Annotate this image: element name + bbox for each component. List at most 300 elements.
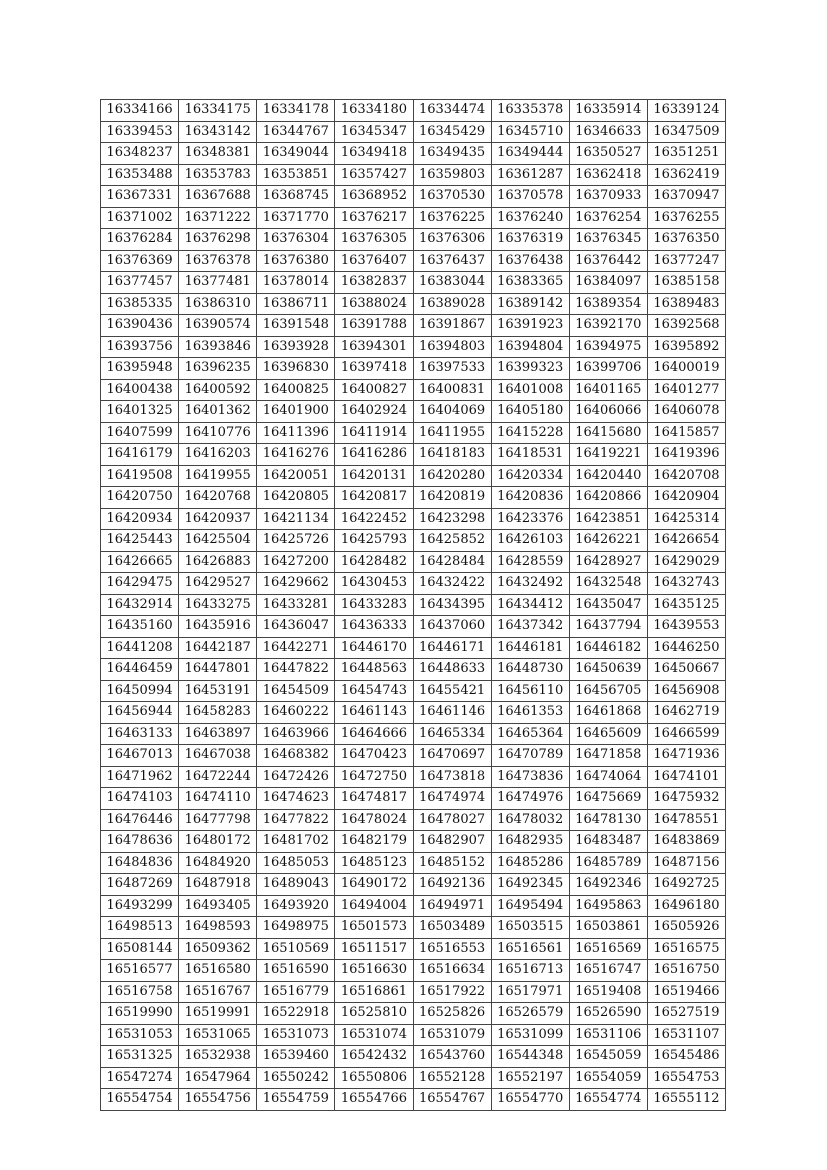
table-cell: 16391548 [257, 315, 335, 337]
table-row [101, 616, 726, 638]
table-cell: 16516580 [179, 960, 257, 982]
table-cell: 16350527 [569, 143, 647, 165]
table-cell: 16531325 [101, 1046, 179, 1068]
table-cell: 16416179 [101, 444, 179, 466]
table-cell: 16542432 [335, 1046, 413, 1068]
table-row [101, 895, 726, 917]
table-row [101, 315, 726, 337]
table-cell: 16420768 [179, 487, 257, 509]
table-cell: 16496180 [647, 895, 725, 917]
table-cell: 16493405 [179, 895, 257, 917]
table-cell: 16433275 [179, 594, 257, 616]
table-cell: 16418183 [413, 444, 491, 466]
table-cell: 16399706 [569, 358, 647, 380]
table-cell: 16410776 [179, 422, 257, 444]
table-cell: 16435047 [569, 594, 647, 616]
table-cell: 16426665 [101, 551, 179, 573]
table-cell: 16555112 [647, 1089, 725, 1111]
table-cell: 16377481 [179, 272, 257, 294]
table-cell: 16516861 [335, 981, 413, 1003]
table-cell: 16384097 [569, 272, 647, 294]
table-cell: 16353851 [257, 164, 335, 186]
table-row [101, 487, 726, 509]
table-cell: 16516634 [413, 960, 491, 982]
table-row [101, 680, 726, 702]
table-cell: 16478032 [491, 809, 569, 831]
table-row [101, 637, 726, 659]
table-cell: 16478551 [647, 809, 725, 831]
table-cell: 16420819 [413, 487, 491, 509]
table-cell: 16420750 [101, 487, 179, 509]
table-cell: 16404069 [413, 401, 491, 423]
table-cell: 16432914 [101, 594, 179, 616]
table-cell: 16552197 [491, 1067, 569, 1089]
table-row [101, 444, 726, 466]
table-cell: 16407599 [101, 422, 179, 444]
table-cell: 16419508 [101, 465, 179, 487]
table-cell: 16482179 [335, 831, 413, 853]
table-cell: 16419396 [647, 444, 725, 466]
table-cell: 16428559 [491, 551, 569, 573]
table-cell: 16411396 [257, 422, 335, 444]
table-cell: 16471936 [647, 745, 725, 767]
table-row [101, 702, 726, 724]
table-cell: 16477822 [257, 809, 335, 831]
table-cell: 16370933 [569, 186, 647, 208]
table-cell: 16441208 [101, 637, 179, 659]
table-cell: 16394301 [335, 336, 413, 358]
table-row [101, 723, 726, 745]
table-cell: 16376305 [335, 229, 413, 251]
table-cell: 16470697 [413, 745, 491, 767]
table-cell: 16554766 [335, 1089, 413, 1111]
table-cell: 16453191 [179, 680, 257, 702]
table-cell: 16474817 [335, 788, 413, 810]
table-cell: 16492136 [413, 874, 491, 896]
table-cell: 16554770 [491, 1089, 569, 1111]
table-row [101, 379, 726, 401]
table-cell: 16376254 [569, 207, 647, 229]
table-cell: 16461868 [569, 702, 647, 724]
table-cell: 16437794 [569, 616, 647, 638]
table-cell: 16376437 [413, 250, 491, 272]
table-cell: 16516758 [101, 981, 179, 1003]
table-row [101, 831, 726, 853]
table-cell: 16428927 [569, 551, 647, 573]
table-cell: 16401277 [647, 379, 725, 401]
table-cell: 16411914 [335, 422, 413, 444]
table-cell: 16474110 [179, 788, 257, 810]
table-cell: 16460222 [257, 702, 335, 724]
table-cell: 16554753 [647, 1067, 725, 1089]
table-cell: 16474103 [101, 788, 179, 810]
table-cell: 16335914 [569, 100, 647, 122]
table-cell: 16446182 [569, 637, 647, 659]
table-cell: 16401008 [491, 379, 569, 401]
table-cell: 16426883 [179, 551, 257, 573]
id-number-table [100, 99, 726, 1111]
table-cell: 16526590 [569, 1003, 647, 1025]
table-cell: 16446459 [101, 659, 179, 681]
table-cell: 16353783 [179, 164, 257, 186]
table-cell: 16531053 [101, 1024, 179, 1046]
table-cell: 16348381 [179, 143, 257, 165]
table-cell: 16425793 [335, 530, 413, 552]
table-cell: 16474064 [569, 766, 647, 788]
table-cell: 16531074 [335, 1024, 413, 1046]
table-cell: 16485053 [257, 852, 335, 874]
table-cell: 16389483 [647, 293, 725, 315]
table-row [101, 143, 726, 165]
table-row [101, 1089, 726, 1111]
table-cell: 16516590 [257, 960, 335, 982]
table-cell: 16420708 [647, 465, 725, 487]
table-cell: 16401900 [257, 401, 335, 423]
table-cell: 16370947 [647, 186, 725, 208]
table-cell: 16472750 [335, 766, 413, 788]
table-cell: 16462719 [647, 702, 725, 724]
table-cell: 16516569 [569, 938, 647, 960]
table-cell: 16400592 [179, 379, 257, 401]
table-cell: 16395948 [101, 358, 179, 380]
table-cell: 16539460 [257, 1046, 335, 1068]
table-cell: 16442271 [257, 637, 335, 659]
table-cell: 16446171 [413, 637, 491, 659]
table-cell: 16396830 [257, 358, 335, 380]
table-cell: 16485152 [413, 852, 491, 874]
table-cell: 16474623 [257, 788, 335, 810]
table-cell: 16435916 [179, 616, 257, 638]
table-row [101, 508, 726, 530]
table-cell: 16446170 [335, 637, 413, 659]
table-cell: 16516561 [491, 938, 569, 960]
table-cell: 16552128 [413, 1067, 491, 1089]
table-cell: 16426221 [569, 530, 647, 552]
table-cell: 16420866 [569, 487, 647, 509]
table-cell: 16359803 [413, 164, 491, 186]
table-cell: 16423298 [413, 508, 491, 530]
table-cell: 16531073 [257, 1024, 335, 1046]
table-cell: 16470423 [335, 745, 413, 767]
table-cell: 16386310 [179, 293, 257, 315]
table-row [101, 530, 726, 552]
table-cell: 16397533 [413, 358, 491, 380]
table-cell: 16470789 [491, 745, 569, 767]
table-cell: 16347509 [647, 121, 725, 143]
table-cell: 16517922 [413, 981, 491, 1003]
table-cell: 16432422 [413, 573, 491, 595]
table-cell: 16519466 [647, 981, 725, 1003]
table-cell: 16531106 [569, 1024, 647, 1046]
table-cell: 16531079 [413, 1024, 491, 1046]
table-cell: 16474101 [647, 766, 725, 788]
table-cell: 16362418 [569, 164, 647, 186]
table-row [101, 422, 726, 444]
table-cell: 16420805 [257, 487, 335, 509]
table-cell: 16419955 [179, 465, 257, 487]
table-cell: 16420280 [413, 465, 491, 487]
table-cell: 16361287 [491, 164, 569, 186]
table-cell: 16392568 [647, 315, 725, 337]
table-cell: 16472426 [257, 766, 335, 788]
table-cell: 16371222 [179, 207, 257, 229]
table-cell: 16376255 [647, 207, 725, 229]
table-cell: 16543760 [413, 1046, 491, 1068]
table-cell: 16370578 [491, 186, 569, 208]
table-cell: 16395892 [647, 336, 725, 358]
table-cell: 16348237 [101, 143, 179, 165]
table-cell: 16420937 [179, 508, 257, 530]
table-cell: 16474974 [413, 788, 491, 810]
table-cell: 16435125 [647, 594, 725, 616]
table-cell: 16367688 [179, 186, 257, 208]
table-cell: 16421134 [257, 508, 335, 530]
table-cell: 16334474 [413, 100, 491, 122]
table-cell: 16420131 [335, 465, 413, 487]
table-cell: 16495863 [569, 895, 647, 917]
table-cell: 16392170 [569, 315, 647, 337]
table-cell: 16450994 [101, 680, 179, 702]
table-cell: 16371002 [101, 207, 179, 229]
table-cell: 16406066 [569, 401, 647, 423]
table-row [101, 401, 726, 423]
table-cell: 16522918 [257, 1003, 335, 1025]
table-cell: 16346633 [569, 121, 647, 143]
table-cell: 16400438 [101, 379, 179, 401]
table-cell: 16400831 [413, 379, 491, 401]
table-cell: 16391867 [413, 315, 491, 337]
table-row [101, 917, 726, 939]
table-cell: 16456110 [491, 680, 569, 702]
table-cell: 16362419 [647, 164, 725, 186]
table-cell: 16429527 [179, 573, 257, 595]
table-cell: 16376306 [413, 229, 491, 251]
table-row [101, 358, 726, 380]
table-cell: 16547274 [101, 1067, 179, 1089]
table-cell: 16554759 [257, 1089, 335, 1111]
table-cell: 16478024 [335, 809, 413, 831]
table-cell: 16467038 [179, 745, 257, 767]
table-cell: 16389142 [491, 293, 569, 315]
table-row [101, 186, 726, 208]
table-cell: 16434412 [491, 594, 569, 616]
table-cell: 16416203 [179, 444, 257, 466]
table-cell: 16554754 [101, 1089, 179, 1111]
table-cell: 16376369 [101, 250, 179, 272]
table-cell: 16455421 [413, 680, 491, 702]
table-cell: 16461146 [413, 702, 491, 724]
table-cell: 16478636 [101, 831, 179, 853]
table-cell: 16519990 [101, 1003, 179, 1025]
table-row [101, 852, 726, 874]
table-cell: 16394803 [413, 336, 491, 358]
table-cell: 16349435 [413, 143, 491, 165]
table-cell: 16367331 [101, 186, 179, 208]
table-cell: 16471858 [569, 745, 647, 767]
table-cell: 16547964 [179, 1067, 257, 1089]
table-cell: 16349044 [257, 143, 335, 165]
table-row [101, 960, 726, 982]
table-cell: 16390574 [179, 315, 257, 337]
table-cell: 16383044 [413, 272, 491, 294]
table-cell: 16406078 [647, 401, 725, 423]
table-cell: 16376438 [491, 250, 569, 272]
table-cell: 16416286 [335, 444, 413, 466]
table-cell: 16484920 [179, 852, 257, 874]
table-cell: 16368745 [257, 186, 335, 208]
table-cell: 16401362 [179, 401, 257, 423]
table-cell: 16432548 [569, 573, 647, 595]
table-cell: 16385335 [101, 293, 179, 315]
table-cell: 16345429 [413, 121, 491, 143]
table-cell: 16426103 [491, 530, 569, 552]
table-cell: 16425504 [179, 530, 257, 552]
table-cell: 16339453 [101, 121, 179, 143]
table-cell: 16516747 [569, 960, 647, 982]
table-cell: 16402924 [335, 401, 413, 423]
table-cell: 16516577 [101, 960, 179, 982]
table-cell: 16450639 [569, 659, 647, 681]
table-cell: 16389028 [413, 293, 491, 315]
table-cell: 16386711 [257, 293, 335, 315]
table-cell: 16419221 [569, 444, 647, 466]
table-row [101, 573, 726, 595]
table-cell: 16382837 [335, 272, 413, 294]
table-cell: 16393756 [101, 336, 179, 358]
table-cell: 16544348 [491, 1046, 569, 1068]
table-cell: 16437060 [413, 616, 491, 638]
table-cell: 16399323 [491, 358, 569, 380]
table-cell: 16490172 [335, 874, 413, 896]
table-cell: 16471962 [101, 766, 179, 788]
table-cell: 16385158 [647, 272, 725, 294]
table-cell: 16394804 [491, 336, 569, 358]
table-row [101, 336, 726, 358]
table-cell: 16448633 [413, 659, 491, 681]
table-cell: 16448730 [491, 659, 569, 681]
table-cell: 16427200 [257, 551, 335, 573]
table-cell: 16401165 [569, 379, 647, 401]
table-cell: 16334180 [335, 100, 413, 122]
table-cell: 16465609 [569, 723, 647, 745]
table-cell: 16475669 [569, 788, 647, 810]
table-cell: 16405180 [491, 401, 569, 423]
table-row [101, 874, 726, 896]
table-cell: 16505926 [647, 917, 725, 939]
table-row [101, 293, 726, 315]
table-cell: 16493920 [257, 895, 335, 917]
table-cell: 16473818 [413, 766, 491, 788]
table-row [101, 250, 726, 272]
table-cell: 16475932 [647, 788, 725, 810]
table-cell: 16425443 [101, 530, 179, 552]
table-cell: 16465334 [413, 723, 491, 745]
table-cell: 16519991 [179, 1003, 257, 1025]
table-cell: 16494004 [335, 895, 413, 917]
table-cell: 16478027 [413, 809, 491, 831]
table-cell: 16503489 [413, 917, 491, 939]
table-cell: 16425314 [647, 508, 725, 530]
table-cell: 16396235 [179, 358, 257, 380]
table-cell: 16401325 [101, 401, 179, 423]
table-row [101, 164, 726, 186]
table-cell: 16498593 [179, 917, 257, 939]
table-cell: 16390436 [101, 315, 179, 337]
table-cell: 16376442 [569, 250, 647, 272]
table-cell: 16434395 [413, 594, 491, 616]
table-row [101, 1003, 726, 1025]
table-cell: 16456705 [569, 680, 647, 702]
table-cell: 16370530 [413, 186, 491, 208]
table-cell: 16371770 [257, 207, 335, 229]
table-cell: 16532938 [179, 1046, 257, 1068]
table-cell: 16483869 [647, 831, 725, 853]
table-cell: 16428484 [413, 551, 491, 573]
table-cell: 16426654 [647, 530, 725, 552]
table-row [101, 1024, 726, 1046]
table-cell: 16368952 [335, 186, 413, 208]
table-cell: 16456944 [101, 702, 179, 724]
table-cell: 16418531 [491, 444, 569, 466]
table-cell: 16482907 [413, 831, 491, 853]
table-cell: 16391923 [491, 315, 569, 337]
table-cell: 16516767 [179, 981, 257, 1003]
table-cell: 16376225 [413, 207, 491, 229]
table-cell: 16485123 [335, 852, 413, 874]
table-cell: 16494971 [413, 895, 491, 917]
table-cell: 16487269 [101, 874, 179, 896]
table-cell: 16526579 [491, 1003, 569, 1025]
table-cell: 16461143 [335, 702, 413, 724]
table-cell: 16525826 [413, 1003, 491, 1025]
table-cell: 16463133 [101, 723, 179, 745]
table-row [101, 938, 726, 960]
table-cell: 16554059 [569, 1067, 647, 1089]
table-cell: 16334166 [101, 100, 179, 122]
table-cell: 16511517 [335, 938, 413, 960]
table-cell: 16400825 [257, 379, 335, 401]
table-cell: 16416276 [257, 444, 335, 466]
table-cell: 16430453 [335, 573, 413, 595]
table-cell: 16466599 [647, 723, 725, 745]
table-cell: 16474976 [491, 788, 569, 810]
table-cell: 16389354 [569, 293, 647, 315]
table-row [101, 229, 726, 251]
table-cell: 16531099 [491, 1024, 569, 1046]
table-cell: 16422452 [335, 508, 413, 530]
table-cell: 16432743 [647, 573, 725, 595]
table-cell: 16436047 [257, 616, 335, 638]
table-row [101, 981, 726, 1003]
table-cell: 16425726 [257, 530, 335, 552]
table-cell: 16492725 [647, 874, 725, 896]
table-cell: 16476446 [101, 809, 179, 831]
table-row [101, 100, 726, 122]
table-row [101, 551, 726, 573]
table-cell: 16429662 [257, 573, 335, 595]
table-cell: 16477798 [179, 809, 257, 831]
table-cell: 16423376 [491, 508, 569, 530]
table-cell: 16335378 [491, 100, 569, 122]
table-cell: 16351251 [647, 143, 725, 165]
table-cell: 16376217 [335, 207, 413, 229]
table-cell: 16394975 [569, 336, 647, 358]
table-cell: 16498975 [257, 917, 335, 939]
table-cell: 16376319 [491, 229, 569, 251]
table-cell: 16383365 [491, 272, 569, 294]
table-cell: 16420836 [491, 487, 569, 509]
table-cell: 16487156 [647, 852, 725, 874]
